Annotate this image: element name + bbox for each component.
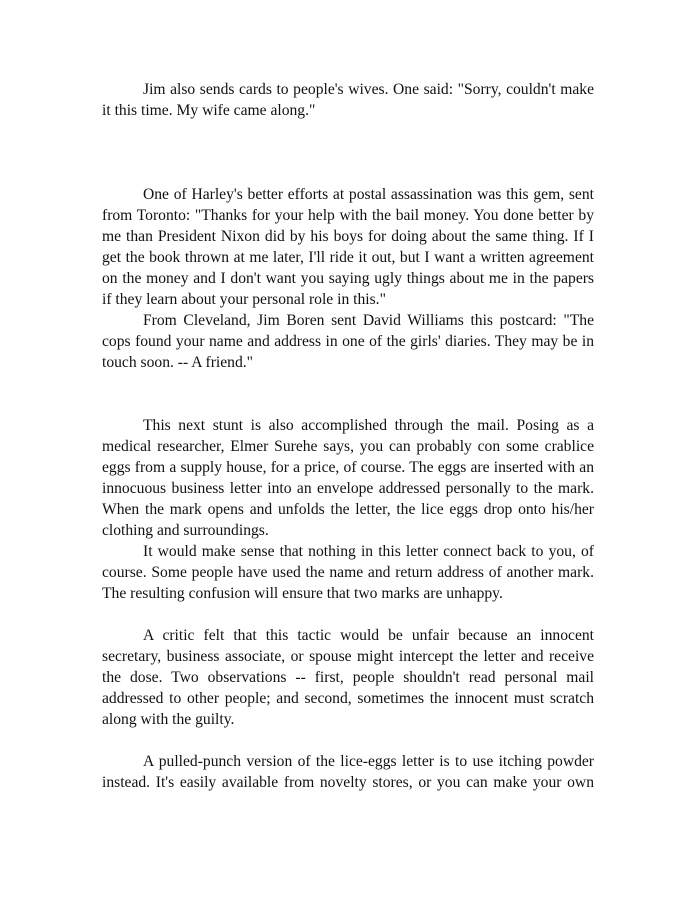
paragraph-lice-eggs-stunt: This next stunt is also accomplished through the mail. Posing as a medical researcher, Elmer Surehe says, you can probably con some crablice eggs from a supply house, for a price, of course. The eggs are inserted with an innocuous business letter into an envelope addressed personally to the mark. When the mark opens and unfolds the letter, the lice eggs drop onto his/her clothing and surroundings. bbox=[102, 417, 594, 539]
paragraph-cleveland-postcard: From Cleveland, Jim Boren sent David Williams this postcard: "The cops found your name and address in one of the girls' diaries. They may be in touch soon. -- A friend." bbox=[102, 312, 594, 371]
paragraph-itching-powder: A pulled-punch version of the lice-eggs letter is to use itching powder instead. It's easily available from novelty stores, or you can make your own bbox=[102, 753, 594, 791]
paragraph-critic: A critic felt that this tactic would be unfair because an innocent secretary, business associate, or spouse might intercept the letter and receive the dose. Two observations -- first, people shouldn't read personal mail addressed to other people; and second, sometimes the innocent must scratch along with the guilty. bbox=[102, 627, 594, 728]
paragraph-return-address: It would make sense that nothing in this letter connect back to you, of course. Some people have used the name and return address of another mark. The resulting confusion will ensure that two marks are unhappy. bbox=[102, 543, 594, 602]
paragraph-wives-cards: Jim also sends cards to people's wives. One said: "Sorry, couldn't make it this time. My wife came along." bbox=[102, 81, 594, 119]
paragraph-toronto-gem: One of Harley's better efforts at postal assassination was this gem, sent from Toronto: "Thanks for your help with the bail money. You done better by me than President Nixon did by his boys for doing about the same thing. If I get the book thrown at me later, I'll ride it out, but I want a written agreement on the money and I don't want you saying ugly things about me in the papers if they learn about your personal role in this." bbox=[102, 186, 594, 308]
